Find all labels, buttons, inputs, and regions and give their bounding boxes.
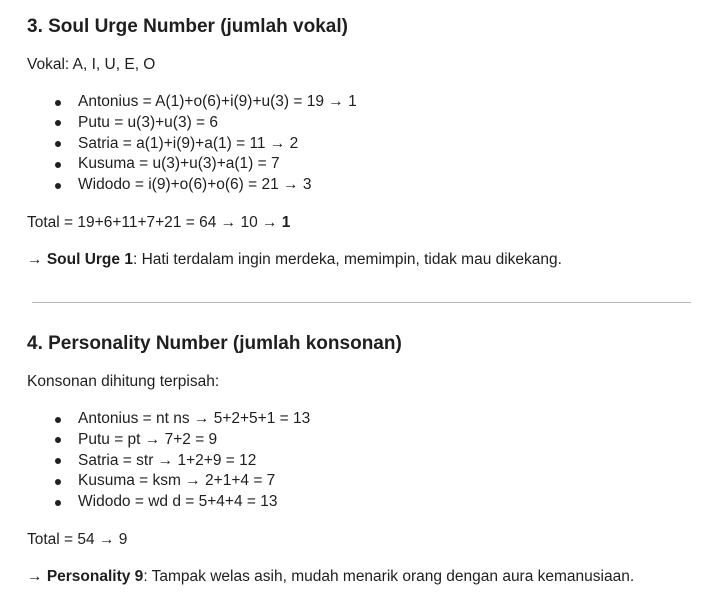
section-divider <box>32 302 691 303</box>
list-item <box>51 451 703 472</box>
list-item <box>51 175 703 196</box>
list-item-text: Putu = pt → 7+2 = 9 <box>78 430 218 448</box>
list-item <box>51 471 703 492</box>
bullet-icon <box>55 437 61 443</box>
consonant-list <box>27 409 703 513</box>
bullet-icon <box>55 162 61 168</box>
conclusion-line <box>27 567 703 587</box>
conclusion-arrow: → <box>27 567 47 585</box>
vowels-intro: Vokal: A, I, U, E, O <box>27 56 156 73</box>
list-item <box>51 430 703 451</box>
personality-section <box>27 332 703 587</box>
list-item <box>51 154 703 175</box>
total-result: 1 <box>281 213 291 231</box>
bullet-icon <box>55 417 61 423</box>
total-text: Total = 19+6+11+7+21 = 64 → 10 → <box>27 213 282 231</box>
list-item-text: Kusuma = u(3)+u(3)+a(1) = 7 <box>78 155 280 173</box>
conclusion-line <box>27 250 703 270</box>
bullet-icon <box>55 120 61 126</box>
list-item-text: Satria = a(1)+i(9)+a(1) = 11 → 2 <box>78 134 299 152</box>
conclusion-label: Soul Urge 1 <box>46 250 133 268</box>
bullet-icon <box>55 479 61 485</box>
list-item-text: Antonius = A(1)+o(6)+i(9)+u(3) = 19 → 1 <box>78 93 357 110</box>
list-item-text: Antonius = nt ns → 5+2+5+1 = 13 <box>78 410 311 427</box>
bullet-icon <box>55 183 61 189</box>
conclusion-text: : Hati terdalam ingin merdeka, memimpin, tidak mau dikekang. <box>132 250 562 268</box>
vowel-list <box>27 92 703 196</box>
list-item <box>51 134 703 155</box>
bullet-icon <box>55 141 61 147</box>
list-item <box>51 492 703 513</box>
conclusion-text: : Tampak welas asih, mudah menarik orang dengan aura kemanusiaan. <box>143 567 635 585</box>
list-item-text: Putu = u(3)+u(3) = 6 <box>78 113 219 131</box>
bullet-icon <box>55 500 61 506</box>
conclusion-label: Personality 9 <box>46 567 144 585</box>
consonants-intro: Konsonan dihitung terpisah: <box>27 373 220 390</box>
list-item-text: Satria = str → 1+2+9 = 12 <box>78 451 257 469</box>
list-item <box>51 409 703 430</box>
section-heading: 3. Soul Urge Number (jumlah vokal) <box>27 16 348 37</box>
total-line <box>27 213 703 233</box>
list-item-text: Kusuma = ksm → 2+1+4 = 7 <box>78 472 276 490</box>
section-heading: 4. Personality Number (jumlah konsonan) <box>27 333 402 354</box>
conclusion-arrow: → <box>27 250 47 268</box>
list-item <box>51 113 703 134</box>
bullet-icon <box>55 458 61 464</box>
total-line: Total = 54 → 9 <box>27 530 128 548</box>
soul-urge-section <box>27 15 703 270</box>
list-item-text: Widodo = wd d = 5+4+4 = 13 <box>78 493 278 511</box>
list-item-text: Widodo = i(9)+o(6)+o(6) = 21 → 3 <box>78 176 312 194</box>
list-item <box>51 92 703 113</box>
bullet-icon <box>55 100 61 106</box>
